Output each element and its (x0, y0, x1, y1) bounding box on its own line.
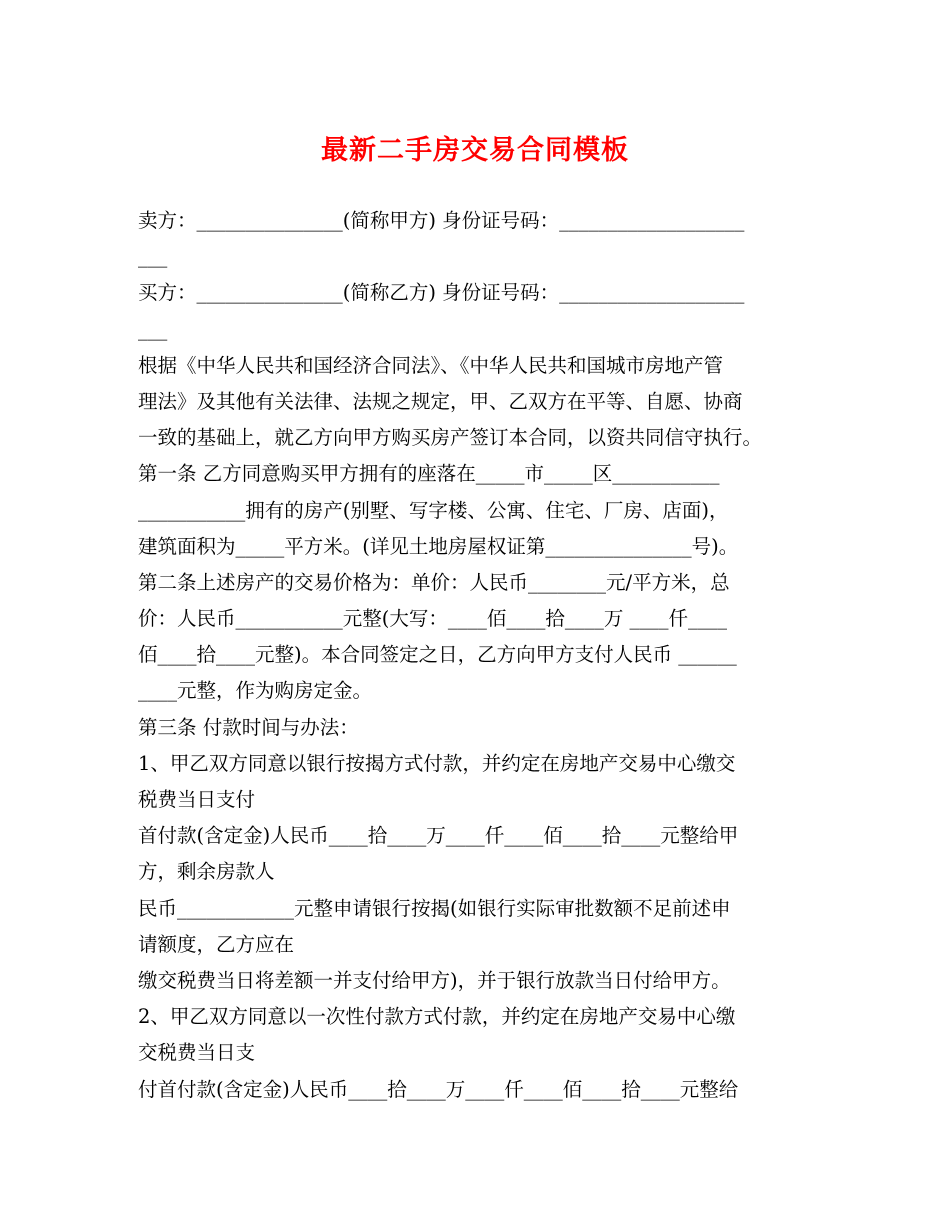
article-3-clause-1-line: 请额度，乙方应在 (138, 932, 295, 956)
contract-body (138, 203, 818, 1108)
seller-line-continued: ___ (138, 245, 168, 269)
article-1-line: 第一条 乙方同意购买甲方拥有的座落在_____市_____区___________ (138, 462, 720, 486)
article-3-clause-2-line: 2、甲乙双方同意以一次性付款方式付款，并约定在房地产交易中心缴 (138, 1005, 736, 1029)
buyer-line: 买方：_______________(简称乙方) 身份证号码：___________________ (138, 281, 745, 305)
document-title: 最新二手房交易合同模板 (321, 135, 629, 166)
article-2-line: 价：人民币___________元整(大写：____佰____拾____万 ____仟____ (138, 607, 728, 631)
article-3-clause-1-line: 方，剩余房款人 (138, 860, 275, 884)
article-2-line: ____元整，作为购房定金。 (138, 679, 373, 703)
seller-line: 卖方：_______________(简称甲方) 身份证号码：___________________ (138, 209, 745, 232)
article-3-clause-1-line: 首付款(含定金)人民币____拾____万____仟____佰____拾____元整给甲 (138, 824, 739, 848)
article-3-clause-2-line: 付首付款(含定金)人民币____拾____万____仟____佰____拾____元整给 (138, 1077, 739, 1101)
buyer-line-continued: ___ (138, 317, 168, 341)
article-3-clause-1-line: 1、甲乙双方同意以银行按揭方式付款，并约定在房地产交易中心缴交 (138, 751, 736, 775)
article-3-heading: 第三条 付款时间与办法： (138, 715, 359, 739)
preamble-line: 理法》及其他有关法律、法规之规定，甲、乙双方在平等、自愿、协商 (138, 389, 743, 413)
preamble-line: 一致的基础上，就乙方向甲方购买房产签订本合同，以资共同信守执行。 (138, 426, 763, 450)
article-1-line: ___________拥有的房产(别墅、写字楼、公寓、住宅、厂房、店面)， (138, 498, 729, 522)
article-3-clause-2-line: 交税费当日支 (138, 1041, 256, 1065)
article-2-line: 佰____拾____元整)。本合同签定之日，乙方向甲方支付人民币 ______ (138, 643, 737, 667)
article-1-line: 建筑面积为_____平方米。(详见土地房屋权证第_______________号)。 (138, 534, 739, 558)
article-3-clause-1-line: 税费当日支付 (138, 788, 256, 811)
article-2-line: 第二条上述房产的交易价格为：单价：人民币________元/平方米，总 (138, 570, 730, 594)
preamble-line: 根据《中华人民共和国经济合同法》、《中华人民共和国城市房地产管 (138, 353, 724, 377)
article-3-clause-1-line: 民币____________元整申请银行按揭(如银行实际审批数额不足前述申 (138, 896, 731, 920)
article-3-clause-1-line: 缴交税费当日将差额一并支付给甲方)，并于银行放款当日付给甲方。 (138, 968, 731, 992)
